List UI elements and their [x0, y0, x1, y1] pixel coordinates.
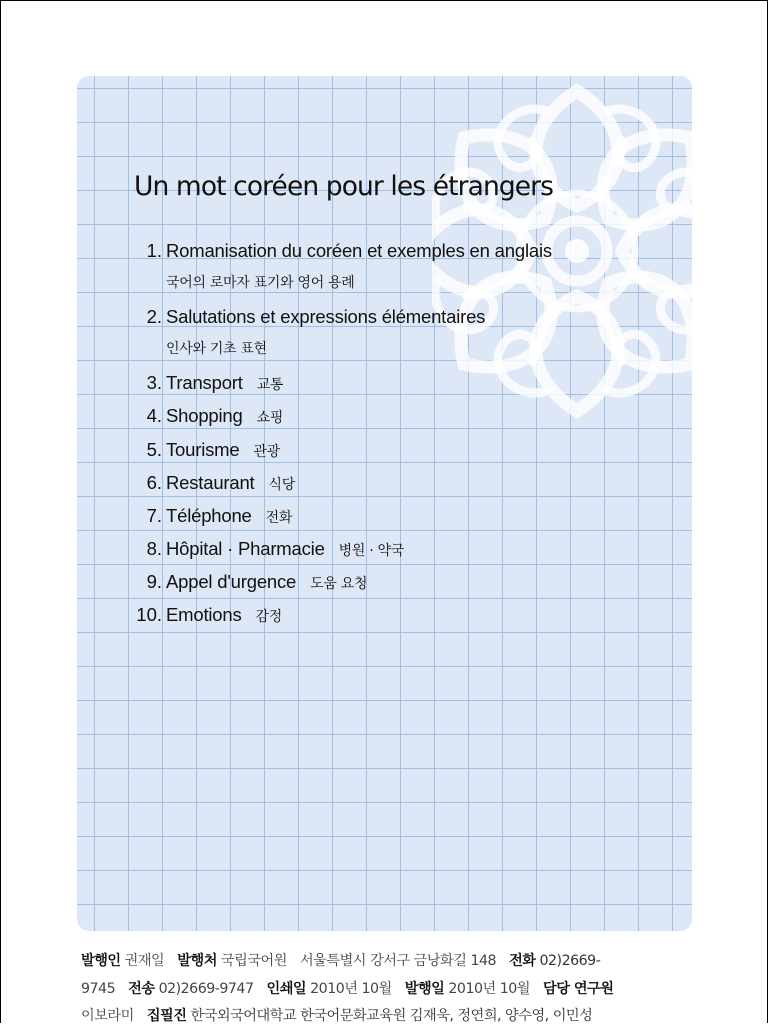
contact-label: 담당 연구원	[543, 980, 614, 997]
toc-number: 7.	[146, 505, 162, 526]
issuer-address: 서울특별시 강서구 금낭화길 148	[299, 953, 497, 969]
cover-panel	[77, 76, 692, 931]
toc-french-label: Tourisme	[166, 439, 240, 460]
publication-date: 2010년 10월	[448, 980, 530, 997]
phone-number-part2: 9745	[81, 980, 116, 997]
toc-korean-label: 감정	[255, 609, 282, 625]
colophon-line-3	[81, 1003, 691, 1031]
fax-number: 02)2669-9747	[158, 980, 254, 997]
colophon	[81, 948, 691, 1031]
toc-korean-label: 전화	[265, 510, 293, 526]
toc-korean-label: 쇼핑	[256, 410, 284, 426]
publisher-name: 권재일	[124, 953, 165, 969]
toc-korean-label: 병원 · 약국	[338, 543, 405, 559]
colophon-line-2	[81, 976, 691, 1004]
toc-number: 2.	[146, 306, 162, 327]
publisher-label: 발행인	[81, 953, 121, 969]
toc-french-label: Romanisation du coréen et exemples en anglais	[166, 240, 552, 261]
toc-number: 6.	[146, 472, 162, 493]
writers-label: 집필진	[146, 1008, 187, 1024]
contact-name: 이보라미	[81, 1008, 134, 1024]
toc-french-label: Shopping	[166, 405, 243, 426]
phone-number-part1: 02)2669-	[539, 953, 601, 969]
booklet-title: Un mot coréen pour les étrangers	[134, 171, 554, 202]
toc-number: 4.	[146, 405, 162, 426]
toc-french-label: Appel d'urgence	[166, 571, 297, 592]
writers-list: 한국외국어대학교 한국어문화교육원 김재욱, 정연희, 양수영, 이민성	[190, 1008, 593, 1024]
print-date-label: 인쇄일	[266, 980, 307, 997]
toc-french-label: Téléphone	[166, 505, 252, 526]
issuer-label: 발행처	[177, 953, 217, 969]
toc-korean-label: 식당	[268, 477, 295, 493]
toc-korean-label: 국어의 로마자 표기와 영어 용례	[166, 275, 355, 291]
toc-french-label: Restaurant	[166, 472, 255, 493]
colophon-line-1	[81, 948, 691, 976]
toc-french-label: Emotions	[166, 604, 242, 625]
toc-number: 5.	[146, 439, 162, 460]
print-date: 2010년 10월	[310, 980, 392, 997]
toc-french-label: Transport	[166, 372, 243, 393]
toc-number: 9.	[146, 571, 162, 592]
issuer-name: 국립국어원	[220, 953, 287, 969]
fax-label: 전송	[128, 980, 155, 997]
toc-korean-label: 인사와 기초 표현	[166, 341, 267, 357]
phone-label: 전화	[509, 953, 536, 969]
toc-number: 10.	[136, 604, 162, 625]
toc-french-label: Hôpital · Pharmacie	[166, 538, 325, 559]
publication-date-label: 발행일	[404, 980, 445, 997]
toc-french-label: Salutations et expressions élémentaires	[166, 306, 486, 327]
toc-korean-label: 관광	[253, 444, 280, 460]
toc-number: 3.	[146, 372, 162, 393]
toc-korean-label: 도움 요청	[310, 576, 368, 592]
toc-number: 1.	[146, 240, 162, 261]
toc-number: 8.	[146, 538, 162, 559]
toc-korean-label: 교통	[256, 377, 284, 393]
